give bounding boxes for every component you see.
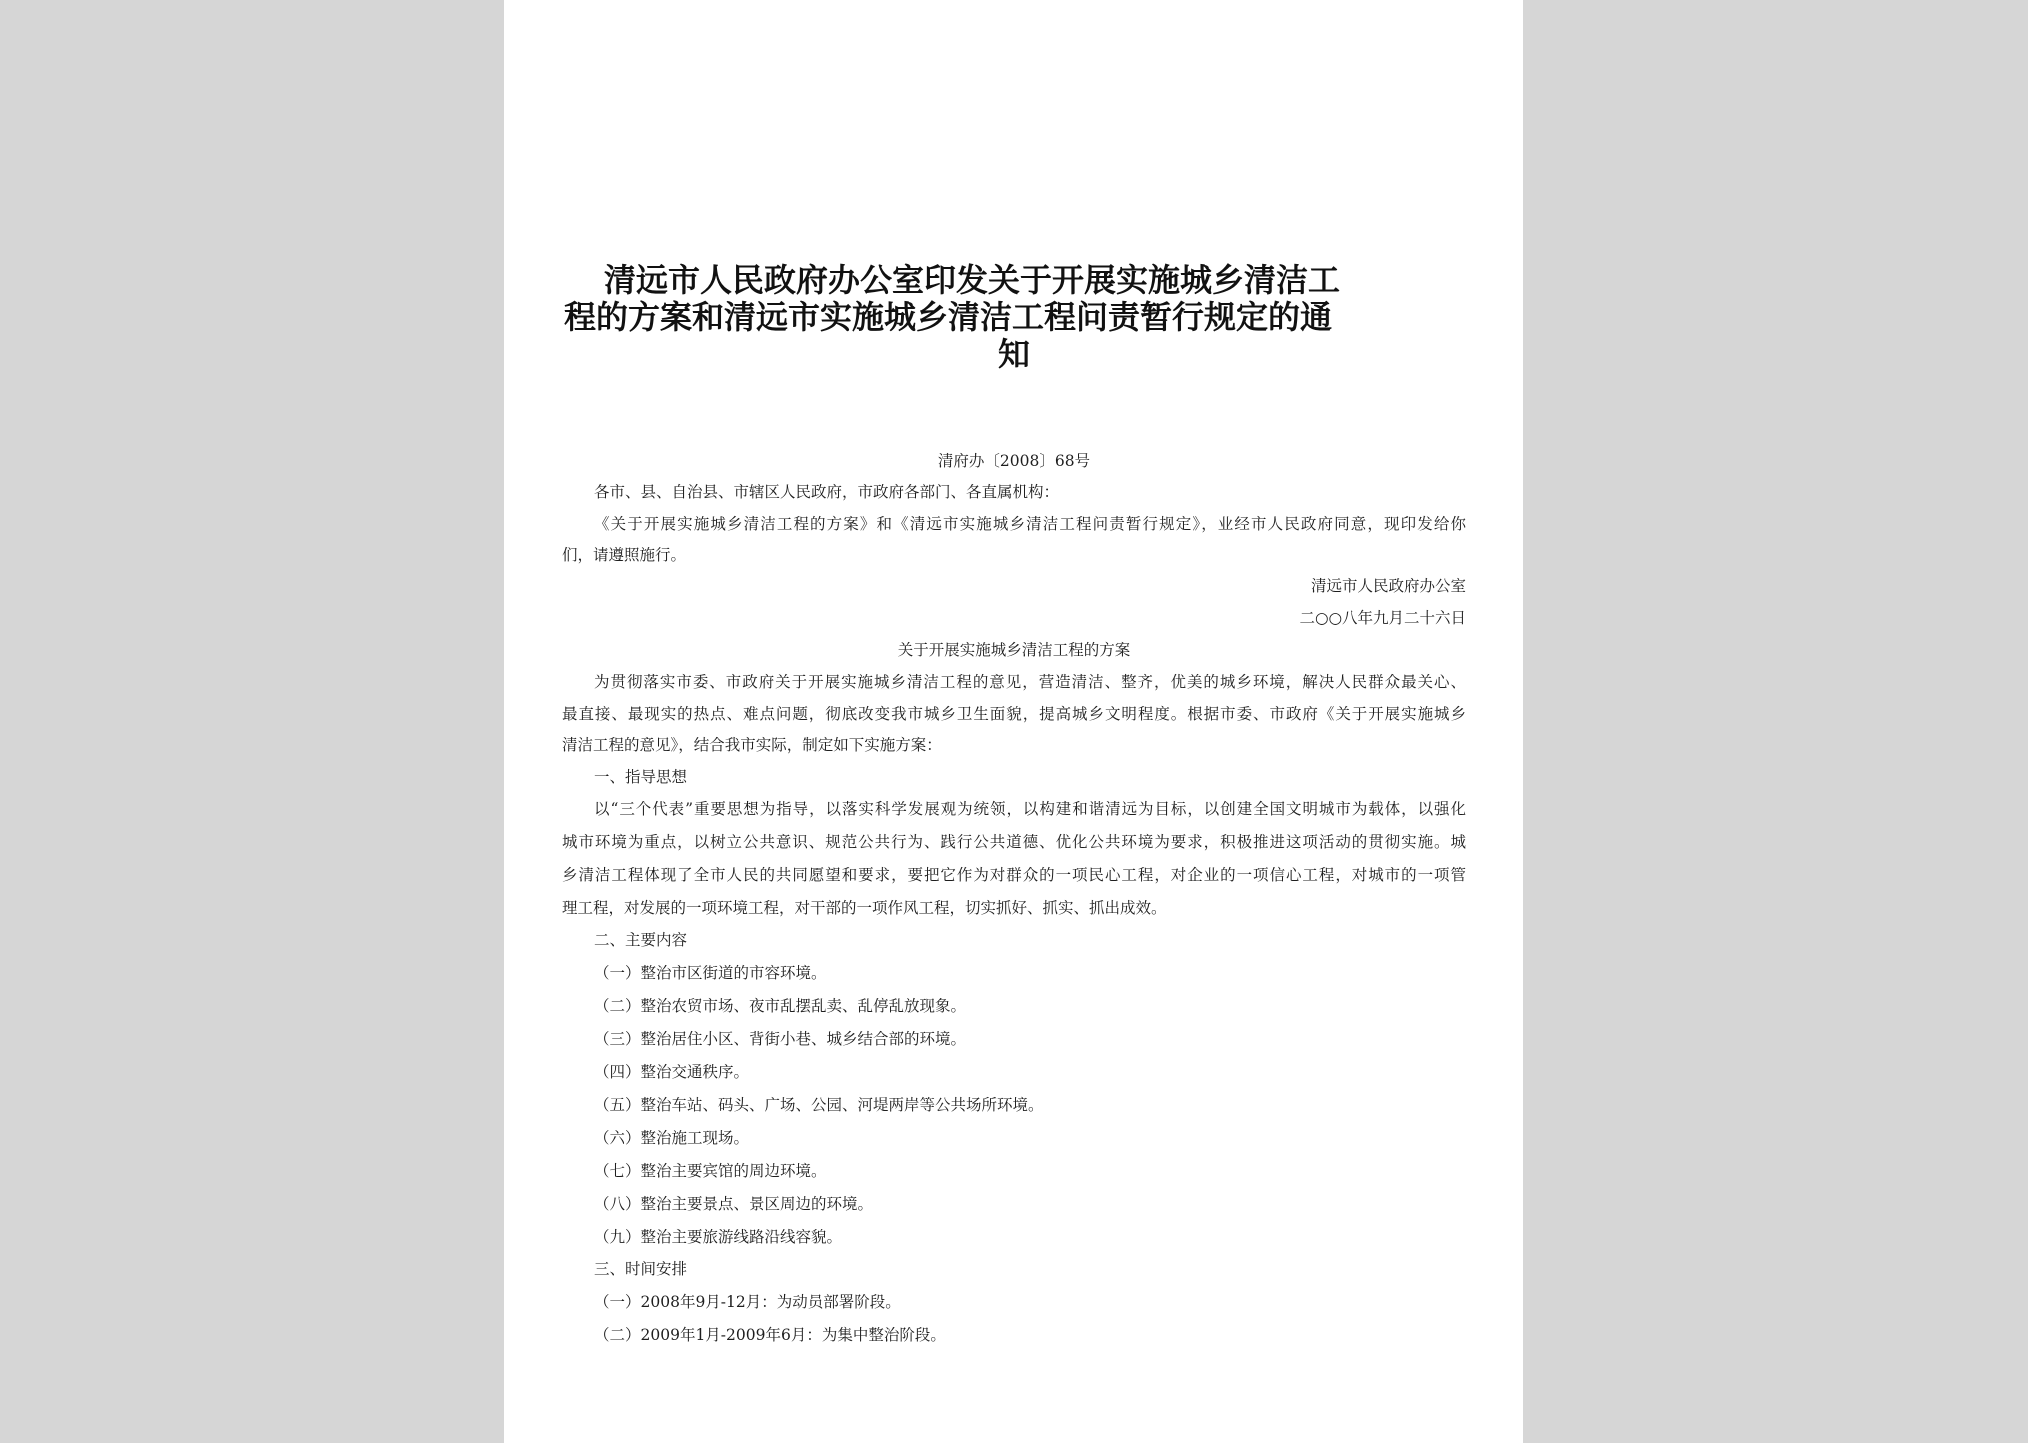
para1-line-3: 清洁工程的意见》，结合我市实际，制定如下实施方案： (562, 736, 942, 754)
list-item: （一）整治市区街道的市容环境。 (594, 964, 827, 982)
list-item: （八）整治主要景点、景区周边的环境。 (594, 1195, 874, 1213)
list-item: （九）整治主要旅游线路沿线容貌。 (594, 1228, 843, 1246)
list-item: （三）整治居住小区、背街小巷、城乡结合部的环境。 (594, 1030, 967, 1048)
section-heading-1: 一、指导思想 (594, 768, 688, 786)
list-item: （四）整治交通秩序。 (594, 1063, 750, 1081)
doc-number: 清府办〔2008〕68号 (937, 452, 1091, 470)
title-line-3: 知 (997, 335, 1030, 373)
addressee: 各市、县、自治县、市辖区人民政府，市政府各部门、各直属机构： (594, 483, 1060, 501)
para2-line-3: 乡清洁工程体现了全市人民的共同愿望和要求，要把它作为对群众的一项民心工程，对企业的一项信心工程，对城市的一项管 (562, 866, 1466, 884)
section-heading-3: 三、时间安排 (594, 1260, 688, 1278)
title-line-2: 程的方案和清远市实施城乡清洁工程问责暂行规定的通 (564, 298, 1333, 336)
document-page (504, 0, 1523, 1443)
plan-title: 关于开展实施城乡清洁工程的方案 (897, 641, 1131, 659)
para2-line-4: 理工程，对发展的一项环境工程，对干部的一项作风工程，切实抓好、抓实、抓出成效。 (562, 899, 1167, 917)
para2-line-2: 城市环境为重点，以树立公共意识、规范公共行为、践行公共道德、优化公共环境为要求，积极推进这项活动的贯彻实施。城 (562, 833, 1466, 851)
list-item: （六）整治施工现场。 (594, 1129, 750, 1147)
para1-line-2: 最直接、最现实的热点、难点问题，彻底改变我市城乡卫生面貌，提高城乡文明程度。根据市委、市政府《关于开展实施城乡 (562, 705, 1466, 723)
schedule-item: （一）2008年9月-12月：为动员部署阶段。 (594, 1293, 901, 1311)
issue-date: 二○○八年九月二十六日 (1299, 609, 1466, 627)
para1-line-1: 为贯彻落实市委、市政府关于开展实施城乡清洁工程的意见，营造清洁、整齐，优美的城乡环境，解决人民群众最关心、 (594, 673, 1466, 691)
intro-line-1: 《关于开展实施城乡清洁工程的方案》和《清远市实施城乡清洁工程问责暂行规定》，业经市人民政府同意，现印发给你 (594, 515, 1466, 533)
para2-line-1: 以“三个代表”重要思想为指导，以落实科学发展观为统领，以构建和谐清远为目标，以创建全国文明城市为载体，以强化 (594, 800, 1466, 818)
title-line-1: 清远市人民政府办公室印发关于开展实施城乡清洁工 (604, 261, 1341, 299)
list-item: （五）整治车站、码头、广场、公园、河堤两岸等公共场所环境。 (594, 1096, 1044, 1114)
list-item: （七）整治主要宾馆的周边环境。 (594, 1162, 827, 1180)
schedule-item: （二）2009年1月-2009年6月：为集中整治阶段。 (594, 1326, 946, 1344)
issuer: 清远市人民政府办公室 (1310, 577, 1466, 595)
document-title (564, 262, 1464, 373)
section-heading-2: 二、主要内容 (594, 931, 688, 949)
list-item: （二）整治农贸市场、夜市乱摆乱卖、乱停乱放现象。 (594, 997, 967, 1015)
intro-line-2: 们，请遵照施行。 (562, 546, 687, 564)
